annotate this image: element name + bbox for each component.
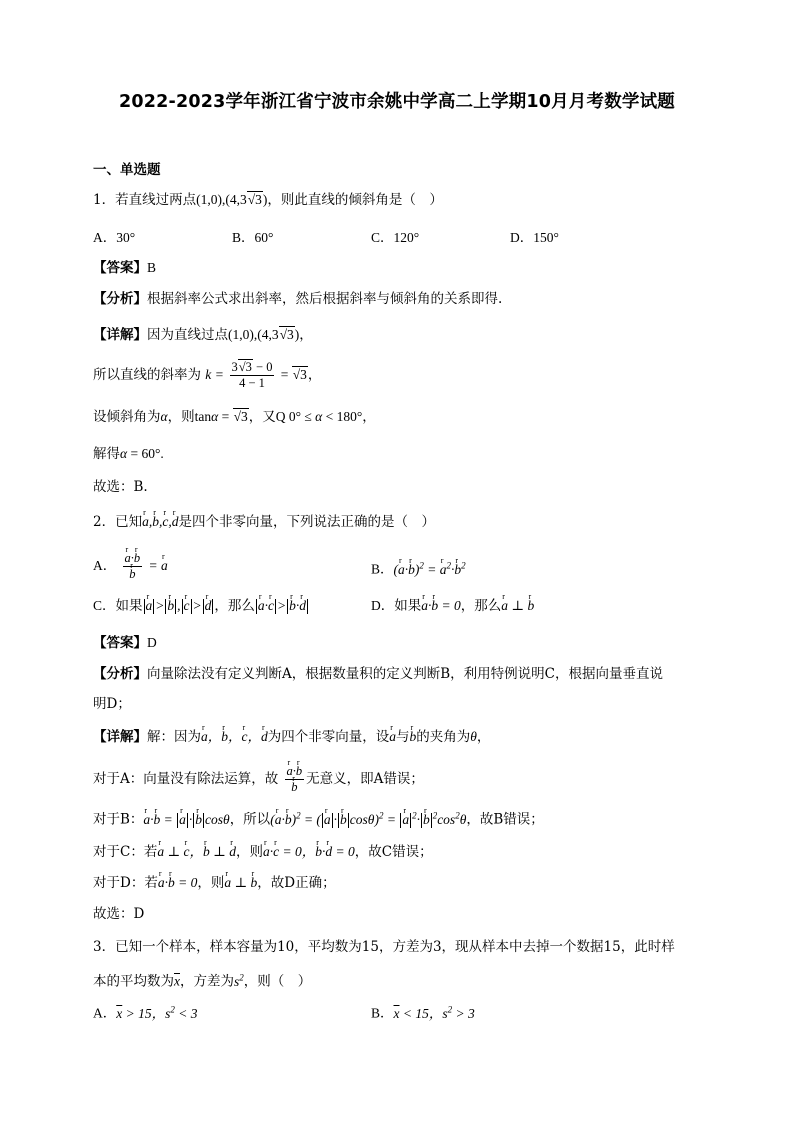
q2-for-d: 对于D：若r a·r b = 0，则r a ⊥ r b，故D正确； — [93, 873, 336, 893]
question-3-stem-1: 3．已知一个样本，样本容量为10，平均数为15，方差为3，现从样本中去掉一个数据15，此时样 — [93, 939, 675, 955]
section-heading: 一、单选题 — [93, 162, 161, 178]
q3-option-b: B．$\overline{x} < 15$，$s^2 > 3$ — [371, 1004, 475, 1021]
q2-choose: 故选：D — [93, 906, 145, 922]
q1-detail-4: 解得α = 60°. — [93, 446, 164, 462]
q1-detail-2: 所以直线的斜率为 k = $\frac{3√3 - 0}{4 - 1}$ = √3， — [93, 360, 322, 390]
q1-option-a: A．30° — [93, 230, 136, 245]
q1-analysis: 【分析】根据斜率公式求出斜率，然后根据斜率与倾斜角的关系即得. — [93, 291, 503, 307]
q1-choose: 故选：B. — [93, 479, 148, 495]
q2-answer: 【答案】D — [93, 635, 157, 651]
q2-option-d: D．如果r a·r b = 0，那么r a ⊥ r b — [371, 596, 534, 616]
q2-for-c: 对于C：若r a ⊥ r c，r b ⊥ r d，则r a·r c = 0，r b·r d = 0，故C错误； — [93, 842, 433, 862]
q1-answer: 【答案】B — [93, 260, 157, 276]
q1-detail-3: 设倾斜角为α，则tanα = √3，又Q 0° ≤ α < 180°， — [93, 409, 376, 425]
q2-analysis-1: 【分析】向量除法没有定义判断A，根据数量积的定义判断B，利用特例说明C，根据向量垂直说 — [93, 666, 663, 682]
q2-option-c: C．如果 r a > r b , r c > r d ，那么 r a·r c > r b·r d — [93, 596, 309, 616]
q2-for-b: 对于B：r a·r b = r a · r b cosθ，所以(r a·r b)$^2$ = ( r a · r b cosθ)$^2$ = r a $^2$· r b $^2\cos^2\theta$，故B错误； — [93, 805, 544, 830]
q1-option-c: C．120° — [371, 230, 420, 245]
question-3-stem-2: 本的平均数为$\overline{x}$，方差为$s^2$，则（ ） — [93, 972, 312, 990]
question-2-stem: 2．已知r a,r b,r c,r d是四个非零向量，下列说法正确的是（ ） — [93, 512, 435, 532]
question-1-stem: 1．若直线过两点(1,0),(4,3√3)，则此直线的倾斜角是（ ） — [93, 192, 443, 208]
q2-detail-1: 【详解】解：因为r a，r b，r c，r d为四个非零向量，设r a与r b的夹角为θ， — [93, 727, 490, 747]
q2-for-a: 对于A：向量没有除法运算，故 r a·r b r b 无意义，即A错误； — [93, 764, 424, 795]
q1-option-b: B．60° — [232, 230, 274, 245]
q3-option-a: A．$\overline{x} > 15$，$s^2 < 3$ — [93, 1004, 198, 1021]
q1-option-d: D．150° — [510, 230, 559, 245]
q2-analysis-2: 明D； — [93, 696, 131, 712]
q2-option-b: B．(r a·r b)$^2$ = r $a^2\cdot r$ $b^2$ — [371, 555, 466, 580]
q2-option-a: A． r a·r b r b = r a — [93, 551, 168, 582]
page-title: 2022-2023学年浙江省宁波市余姚中学高二上学期10月月考数学试题 — [118, 92, 676, 112]
q1-detail-1: 【详解】因为直线过点(1,0),(4,3√3)， — [93, 327, 313, 343]
